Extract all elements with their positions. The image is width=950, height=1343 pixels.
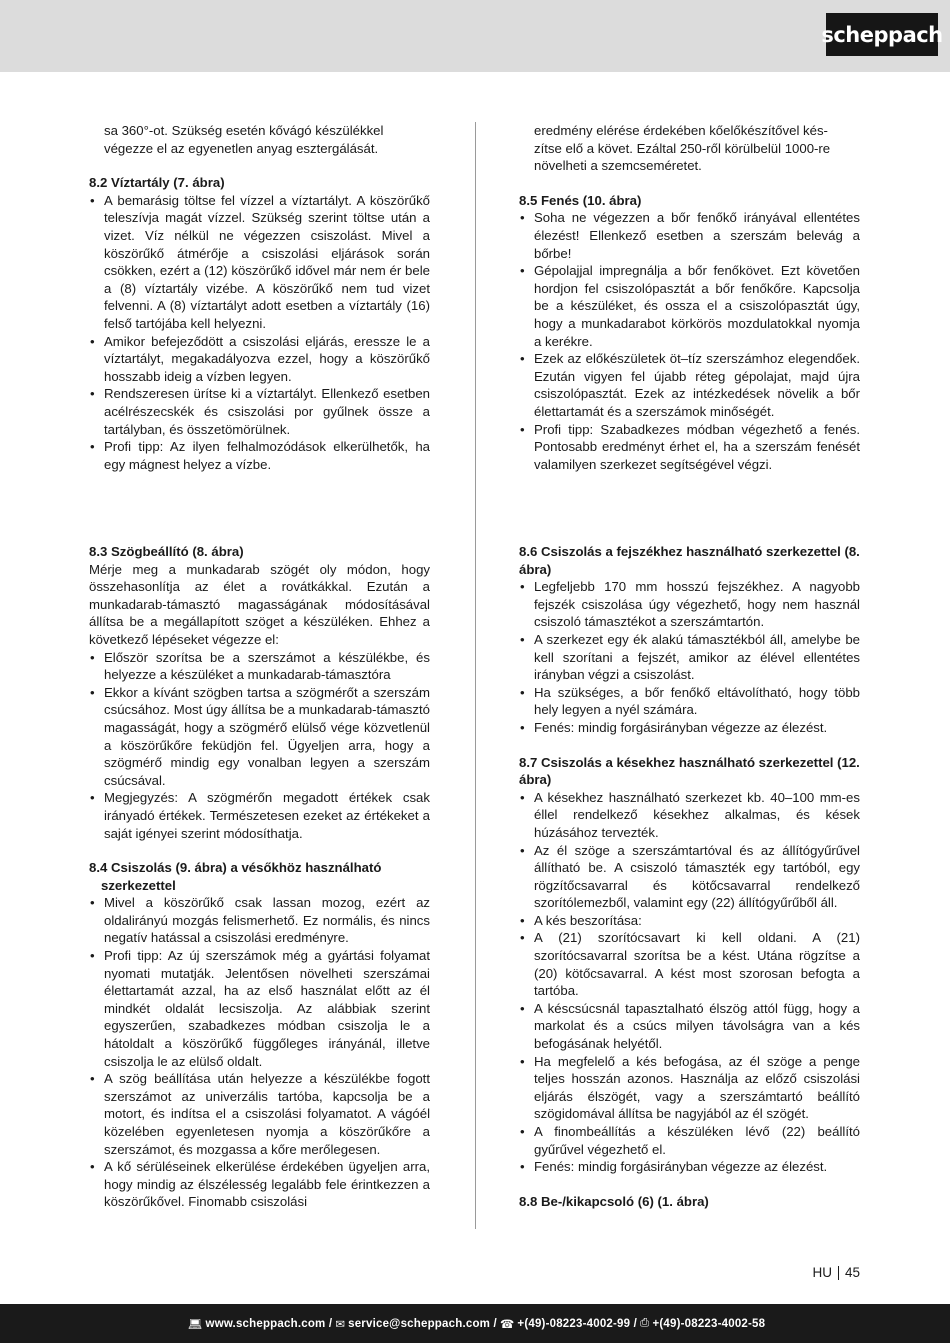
bullet-list-8-7 bbox=[519, 789, 860, 1176]
right-column-top bbox=[519, 122, 860, 473]
section-heading-8-3: 8.3 Szögbeállító (8. ábra) bbox=[89, 544, 244, 559]
intro-line: végezze el az egyenetlen anyag esztergálását. bbox=[104, 140, 379, 156]
list-item: • Ha megfelelő a kés befogása, az él szöge a penge teljes hosszán azonos. Használja az előző csiszolási eljárás élszögét, vagy a szerszámtartó beállító szögidomával állítsa be nagyjából az él szögét. bbox=[519, 1053, 860, 1123]
list-item: • Legfeljebb 170 mm hosszú fejszékhez. A nagyobb fejszék csiszolása úgy végezhető, hogy nem használ csiszoló támasztékot a szerszámtartón. bbox=[519, 578, 860, 631]
intro-line: sa 360°-ot. Szükség esetén kővágó készülékkel bbox=[104, 123, 384, 138]
left-column-top bbox=[89, 122, 430, 473]
laptop-icon: 💻︎ bbox=[187, 1318, 203, 1331]
footer-phone: +(49)-08223-4002-99 / bbox=[517, 1317, 638, 1330]
bullet-list-8-6 bbox=[519, 578, 860, 736]
list-item: • Profi tipp: Szabadkezes módban végezhető a fenés. Pontosabb eredményt érhet el, ha a szerszám fenését valamilyen szerkezet segítségével végzi. bbox=[519, 421, 860, 474]
bullet-list-8-3 bbox=[89, 649, 430, 843]
page-number bbox=[812, 1265, 860, 1280]
list-item: • Mivel a köszörűkő csak lassan mozog, ezért az oldalirányú mozgás felismerhető. Ez normális, és nincs negatív hatással a csiszolási eredményre. bbox=[89, 894, 430, 947]
list-item: • A késekhez használható szerkezet kb. 40–100 mm-es éllel rendelkező késekhez alkalmas, és kések húzásához tervezték. bbox=[519, 789, 860, 842]
page-num: 45 bbox=[844, 1265, 860, 1280]
section-heading-8-4: 8.4 Csiszolás (9. ábra) a vésőkhöz használható szerkezettel bbox=[89, 860, 382, 893]
bullet-list-8-5 bbox=[519, 209, 860, 473]
section-heading-8-5: 8.5 Fenés (10. ábra) bbox=[519, 192, 642, 208]
list-item: • A (21) szorítócsavart ki kell oldani. A (21) szorítócsavarral szorítsa be a kést. Utána rögzítse a (20) kötőcsavarral. A kést most szorosan befogta a tartóba. bbox=[519, 929, 860, 999]
mail-icon: ✉︎ bbox=[335, 1318, 346, 1331]
intro-line: zítse elő a követ. Ezáltal 250-ről körülbelül 1000-re bbox=[534, 140, 831, 156]
list-item: • A késcsúcsnál tapasztalható élszög attól függ, hogy a markolat és a csúcs milyen távolságra van a kés befogásának helyétől. bbox=[519, 1000, 860, 1053]
list-item: • A szög beállítása után helyezze a készülékbe fogott szerszámot az univerzális tartóba, kapcsolja be a motort, és indítsa el a csiszolási folyamatot. A vágóél közelében egyenletesen nyomja a köszörűkőre a szerszámot, és mozgassa a kőre merőlegesen. bbox=[89, 1070, 430, 1158]
footer-bar bbox=[0, 1304, 950, 1343]
right-column-bottom bbox=[519, 543, 860, 1210]
list-item: • Ekkor a kívánt szögben tartsa a szögmérőt a szerszám csúcsához. Most úgy állítsa be a munkadarab-támasztó magasságát, hogy a szögmérő elülső vége közvetlenül a köszörűkőre feküdjön fel. Ügyeljen arra, hogy a szögmérő mindig egy vonalban legyen a szerszám csúcsával. bbox=[89, 684, 430, 790]
scheppach-logo: scheppach bbox=[826, 13, 938, 56]
footer-web[interactable]: www.scheppach.com / bbox=[205, 1317, 333, 1330]
column-divider bbox=[475, 122, 476, 1229]
phone-icon: ☎︎ bbox=[499, 1318, 515, 1331]
left-column-bottom bbox=[89, 543, 430, 1211]
list-item: • A kő sérüléseinek elkerülése érdekében ügyeljen arra, hogy mindig az élszélesség legalább fele érintkezzen a köszörűkővel. Finomabb csiszolási bbox=[89, 1158, 430, 1211]
section-heading-8-2: 8.2 Víztartály (7. ábra) bbox=[89, 175, 225, 191]
paragraph: Mérje meg a munkadarab szögét oly módon, hogy összehasonlítja az élet a rovátkákkal. Ezután a munkadarab-támasztó magasságának módosításával állítsa be a megállapított szöget a készüléken. Ehhez a következő lépéseket végezze el: bbox=[89, 561, 430, 647]
list-item: • Az él szöge a szerszámtartóval és az állítógyűrűvel állítható be. A csiszoló támaszték egy tartóból, egy rögzítőcsavarral és kötőcsavarral rendelkező szorítólemezből, valamint egy (22) állítógyűrűből áll. bbox=[519, 842, 860, 912]
list-item: • A szerkezet egy ék alakú támasztékból áll, amelybe be kell szorítani a fejszét, amikor az élével ellentétes irányban végzi a csiszolást. bbox=[519, 631, 860, 684]
bullet-list-8-2 bbox=[89, 192, 430, 474]
intro-line: eredmény elérése érdekében kőelőkészítővel kés- bbox=[534, 123, 828, 138]
list-item: • Profi tipp: Az ilyen felhalmozódások elkerülhetők, ha egy mágnest helyez a vízbe. bbox=[89, 438, 430, 473]
list-item: • Fenés: mindig forgásirányban végezze az élezést. bbox=[519, 719, 860, 737]
section-heading-8-8: 8.8 Be-/kikapcsoló (6) (1. ábra) bbox=[519, 1193, 709, 1209]
list-item: • Ha szükséges, a bőr fenőkő eltávolítható, hogy több hely legyen a nyél számára. bbox=[519, 684, 860, 719]
footer-fax: +(49)-08223-4002-58 bbox=[652, 1317, 766, 1330]
intro-line: növelheti a szemcseméretet. bbox=[534, 158, 702, 174]
list-item: • Először szorítsa be a szerszámot a készülékbe, és helyezze a készüléket a munkadarab-támasztóra bbox=[89, 649, 430, 684]
list-item: • Fenés: mindig forgásirányban végezze az élezést. bbox=[519, 1158, 860, 1176]
list-item: • Rendszeresen ürítse ki a víztartályt. Ellenkező esetben acélrészecskék és csiszolási por gyűlnek össze a tartályban, és összetömörülnek. bbox=[89, 385, 430, 438]
section-heading-8-6: 8.6 Csiszolás a fejszékhez használható szerkezettel (8. ábra) bbox=[519, 544, 860, 577]
footer-email[interactable]: service@scheppach.com / bbox=[348, 1317, 497, 1330]
list-item: • A bemarásig töltse fel vízzel a víztartályt. A köszörűkő teleszívja magát vízzel. Szükség szerint töltse után a vizet. Víz nélkül ne végezzen csiszolást. Mivel a köszörűkő átmérője a csiszolási eljárások során csökken, ezért a (12) köszörűkő idővel már nem ér bele a (8) víztartály vizébe. A köszörűkő nem tud vizet felvenni. A (8) víztartályt adott esetben a víztartály (16) felső tartójába kell helyezni. bbox=[89, 192, 430, 333]
list-item: • Megjegyzés: A szögmérőn megadott értékek csak irányadó értékek. Természetesen ezeket az értékeket a saját igényei szerint módosíthatja. bbox=[89, 789, 430, 842]
list-item: • Ezek az előkészületek öt–tíz szerszámhoz elegendőek. Ezután vigyen fel újabb réteg gépolajat, majd újra csiszolópasztát. Ezek az intézkedések növelik a bőr élettartamát és a szerszámok minőségét. bbox=[519, 350, 860, 420]
page-lang: HU bbox=[812, 1265, 832, 1280]
list-item: • A finombeállítás a készüléken lévő (22) beállító gyűrűvel végezhető el. bbox=[519, 1123, 860, 1158]
list-item: • Profi tipp: Az új szerszámok még a gyártási folyamat nyomati mutatják. Jelentősen növelheti szerszámai élettartamát azzal, ha az első használat előtt az él mindkét oldalát lecsiszolja. Az alábbiak szerint egyszerűen, szabadkezes módban csiszolja le a hátoldalt a köszörűkő függőleges irányánál, illetve csiszolja le az elülső oldalt. bbox=[89, 947, 430, 1070]
list-item: • A kés beszorítása: bbox=[519, 912, 860, 930]
header-band bbox=[0, 0, 950, 72]
list-item: • Gépolajjal impregnálja a bőr fenőkövet. Ezt követően hordjon fel csiszolópasztát a bőr fenőkőre. Kapcsolja be a készüléket, és ossza el a csiszolópasztát úgy, hogy a munkadarabot körkörös mozdulatokkal nyomja a kerékre. bbox=[519, 262, 860, 350]
page-number-separator bbox=[838, 1266, 839, 1280]
section-heading-8-7: 8.7 Csiszolás a késekhez használható szerkezettel (12. ábra) bbox=[519, 754, 860, 788]
fax-icon: ⎙ bbox=[640, 1317, 650, 1329]
bullet-list-8-4 bbox=[89, 894, 430, 1211]
list-item: • Amikor befejeződött a csiszolási eljárás, eressze le a víztartályt, megakadályozva ezzel, hogy a köszörűkő hosszabb ideig a vízben legyen. bbox=[89, 333, 430, 386]
list-item: • Soha ne végezzen a bőr fenőkő irányával ellentétes élezést! Ellenkező esetben a szerszám belevág a bőrbe! bbox=[519, 209, 860, 262]
